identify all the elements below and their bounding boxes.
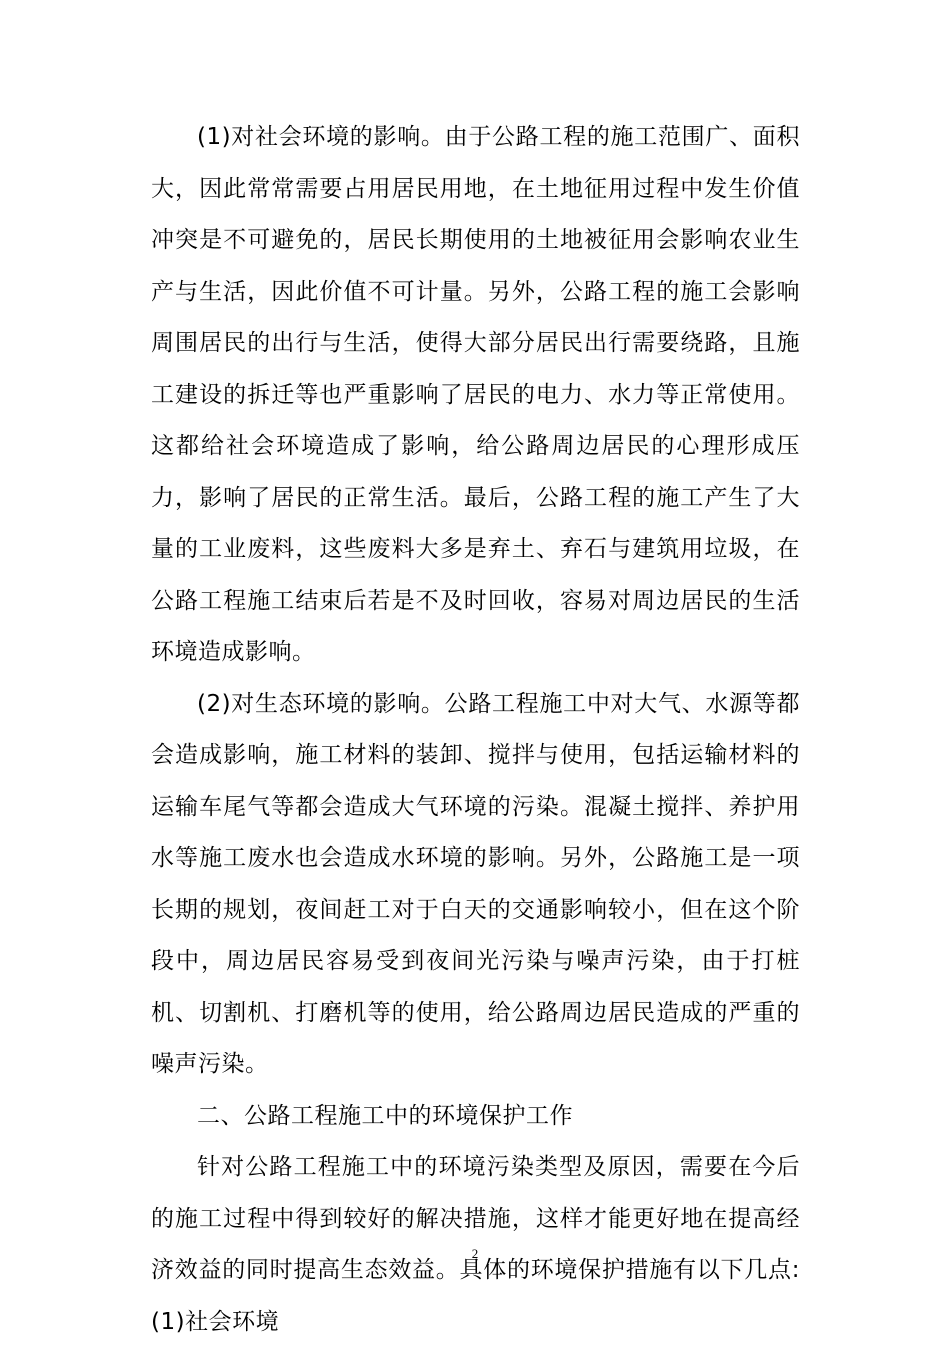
section-heading: 二、公路工程施工中的环境保护工作 xyxy=(197,1102,573,1129)
paragraph-protection-measures: 针对公路工程施工中的环境污染类型及原因，需要在今后的施工过程中得到较好的解决措施，这样才能更好地在提高经济效益的同时提高生态效益。具体的环境保护措施有以下几点:(1)社会环境 xyxy=(151,1154,800,1335)
document-body xyxy=(151,112,800,1348)
paragraph-social-impact: (1)对社会环境的影响。由于公路工程的施工范围广、面积大，因此常常需要占用居民用地，在土地征用过程中发生价值冲突是不可避免的，居民长期使用的土地被征用会影响农业生产与生活，因此价值不可计量。另外，公路工程的施工会影响周围居民的出行与生活，使得大部分居民出行需要绕路，且施工建设的拆迁等也严重影响了居民的电力、水力等正常使用。这都给社会环境造成了影响，给公路周边居民的心理形成压力，影响了居民的正常生活。最后，公路工程的施工产生了大量的工业废料，这些废料大多是弃土、弃石与建筑用垃圾，在公路工程施工结束后若是不及时回收，容易对周边居民的生活环境造成影响。 xyxy=(151,124,800,665)
page-number: 2 xyxy=(471,1246,479,1261)
paragraph-ecological-impact: (2)对生态环境的影响。公路工程施工中对大气、水源等都会造成影响，施工材料的装卸、搅拌与使用，包括运输材料的运输车尾气等都会造成大气环境的污染。混凝土搅拌、养护用水等施工废水也会造成水环境的影响。另外，公路施工是一项长期的规划，夜间赶工对于白天的交通影响较小，但在这个阶段中，周边居民容易受到夜间光污染与噪声污染，由于打桩机、切割机、打磨机等的使用，给公路周边居民造成的严重的噪声污染。 xyxy=(151,690,800,1077)
